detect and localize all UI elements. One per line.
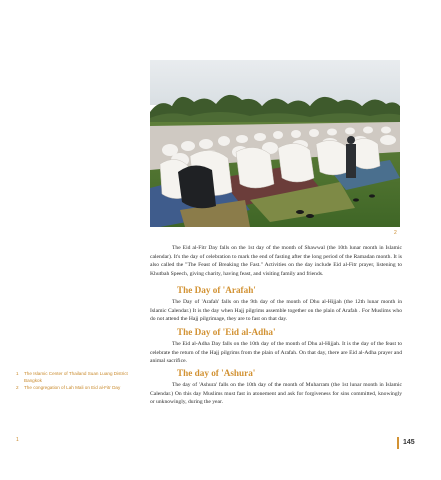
arafah-text: The Day of 'Arafah' falls on the 9th day of the month of Dhu al-Hijjah (the 12th lunar month in Islamic Calendar.) It is the day when Hajj pilgrims assemble together on the plain of Arafah . For Muslims who do not attend the Hajj pilgrimage, they are to fast on that day.: [150, 299, 402, 323]
page-number-bar: [397, 437, 399, 449]
heading-day-of-ashura: The day of 'Ashura': [177, 368, 256, 378]
eid-al-adha-text: The Eid al-Adha Day falls on the 10th day of the month of Dhu al-Hijjah. It is the day of the feast to celebrate the return of the Hajj pilgrims from the plain of Arafah. On that day, there are Eid al-Adha prayer and animal sacrifice.: [150, 341, 402, 365]
caption-text: The congregation of Lah Mali on Eid al-Fitr Day: [24, 385, 121, 390]
ashura-paragraph: [150, 381, 402, 407]
figure-number: 2: [394, 230, 397, 236]
photo-captions: [16, 370, 128, 391]
caption-text: The Islamic Center of Thailand Suan Luang District Bangkok: [24, 371, 128, 383]
intro-text: The Eid al-Fitr Day falls on the 1st day of the month of Shawwal (the 10th lunar month in Islamic calendar). It's the day of celebration to mark the end of fasting after the long period of the Ramadan month. It is also called the "The Feast of Breaking the Fast." Activities on the day include Eid al-Fitr prayer, listening to Khutbah Speech, giving charity, having feast, and visiting family and friends.: [150, 245, 402, 277]
heading-day-of-arafah: The Day of 'Arafah': [177, 285, 256, 295]
photo-eid-prayer-congregation: [150, 60, 400, 227]
caption-number: 2: [16, 385, 19, 390]
side-figure-marker: 1: [16, 437, 19, 443]
prayer-crowd-illustration: [150, 60, 400, 227]
intro-paragraph: [150, 244, 402, 278]
ashura-text: The day of 'Ashura' falls on the 10th day of the month of Muharram (the 1st lunar month in Islamic Calendar.) On this day Muslims must fast in atonement and ask for forgiveness for sins committed, knowingly or unknowingly, during the year.: [150, 382, 402, 406]
heading-eid-al-adha: The Day of 'Eid al-Adha': [177, 327, 276, 337]
caption-item: [16, 370, 128, 384]
caption-item: [16, 384, 128, 391]
arafah-paragraph: [150, 298, 402, 324]
caption-number: 1: [16, 371, 19, 376]
eid-al-adha-paragraph: [150, 340, 402, 366]
page-number: 145: [403, 439, 415, 446]
